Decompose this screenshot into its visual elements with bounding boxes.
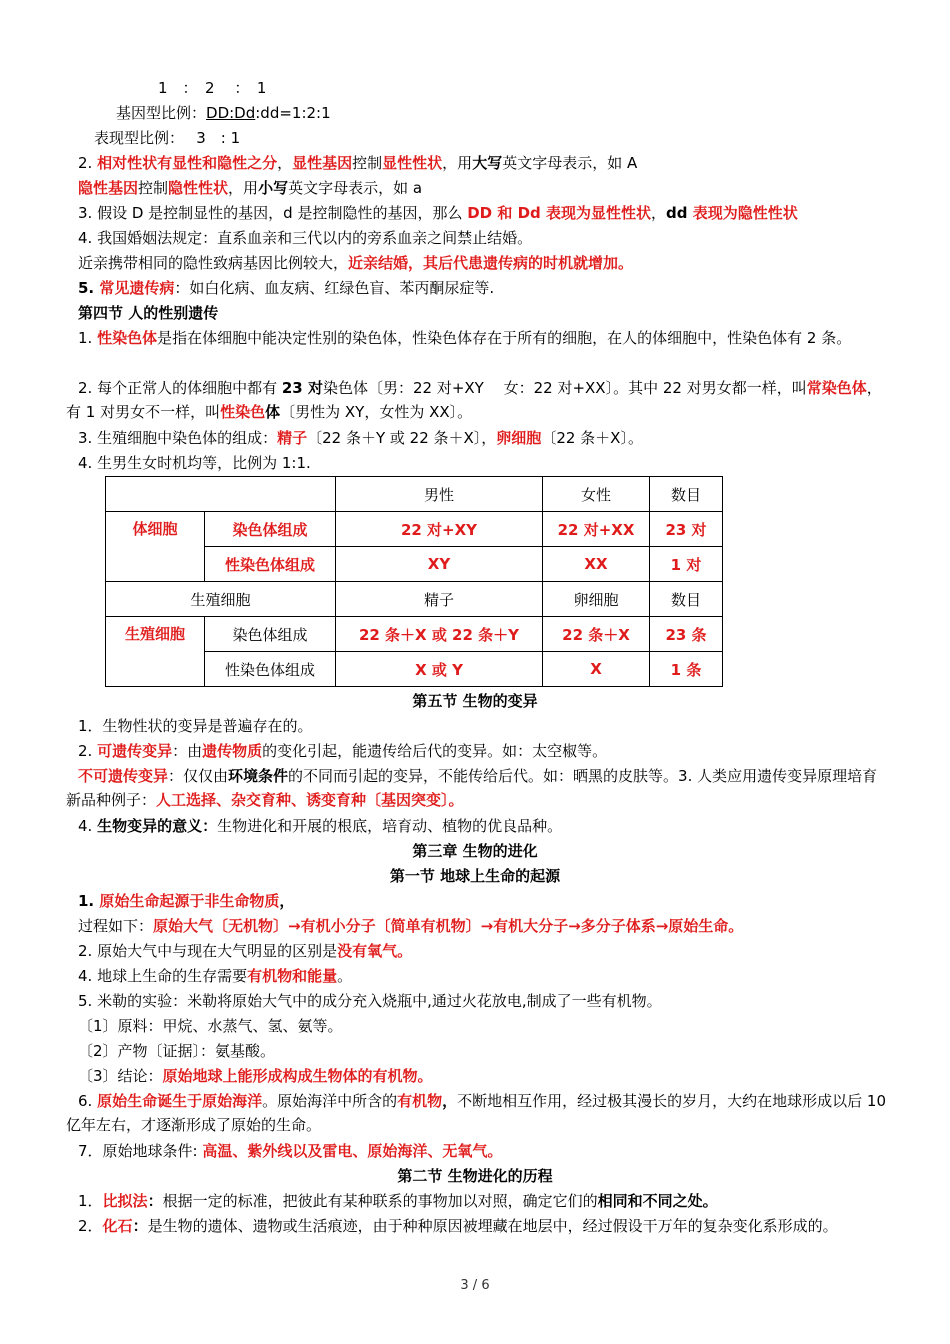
ch3-p6-bold-1: ， [442, 1092, 458, 1110]
sec5-p3-red-1: 不可遗传变异 [78, 767, 169, 785]
sec4-p3 [78, 426, 888, 450]
ch3-p2 [78, 939, 888, 963]
item-2-red-3: 显性性状 [382, 154, 443, 172]
ch3-p6 [66, 1089, 888, 1137]
ch3-q2-red-1: 化石 [102, 1217, 133, 1235]
item-2b-text-3: 英文字母表示，如 a [288, 179, 423, 197]
ch3-p1-bold-1: 1. [78, 892, 100, 910]
item-2-num: 2. [78, 154, 98, 172]
table-cell: 性染色体组成 [205, 547, 336, 582]
table-cell: X [543, 652, 650, 687]
table-cell: 22 对+XX [543, 512, 650, 547]
table-cell: 染色体组成 [205, 617, 336, 652]
ch3-p4-red-1: 有机物和能量 [247, 967, 338, 985]
item-2-red-1: 相对性状有显性和隐性之分 [97, 154, 278, 172]
item-3-red-2: 表现为隐性性状 [687, 204, 798, 222]
table-header-female: 女性 [543, 477, 650, 512]
ch3-p6-red-1: 原始生命诞生于原始海洋 [97, 1092, 263, 1110]
sec4-p4: 4. 生男生女时机均等，比例为 1:1. [78, 454, 311, 472]
item-2b-text-2: ，用 [228, 179, 259, 197]
sec4-p2-text-3: ，有 1 对男女不一样，叫 [66, 379, 882, 421]
sec4-p1 [66, 326, 888, 350]
page-number: 3 / 6 [460, 1278, 490, 1293]
ch3-p2-text-1: 2. 原始大气中与现在大气明显的区别是 [78, 942, 338, 960]
item-5-bold-1: 5. [78, 279, 100, 297]
sec4-p3-text-3: 〔22 条＋X〕。 [541, 429, 643, 447]
ch3-p5b: 〔2〕产物〔证据〕：氨基酸。 [78, 1042, 276, 1060]
item-2b-bold-1: 小写 [258, 179, 289, 197]
ch3-q2-bold-1: ： [132, 1217, 148, 1235]
item-3 [78, 201, 888, 225]
ch3-p5: 5. 米勒的实验：米勒将原始大气中的成分充入烧瓶中,通过火花放电,制成了一些有机物。 [78, 992, 662, 1010]
chapter-3-title: 第三章 生物的进化 [412, 842, 538, 860]
item-4b-red-1: 近亲结婚，其后代患遗传病的时机就增加。 [348, 254, 634, 272]
sec5-p3-text-1: ：仅仅由 [168, 767, 229, 785]
table-row [106, 582, 723, 617]
section-5-title: 第五节 生物的变异 [412, 692, 538, 710]
sec4-p2-text-4: 〔男性为 XY，女性为 XX〕。 [280, 403, 473, 421]
table-cell: 染色体组成 [205, 512, 336, 547]
table-header-sperm: 精子 [336, 582, 543, 617]
ch3-p1b-red-1: 原始大气〔无机物〕→有机小分子〔简单有机物〕→有机大分子→多分子体系→原始生命。 [153, 917, 744, 935]
ch3-q1-text-1: 1． [78, 1192, 103, 1210]
phenotype-ratio: 表现型比例： 3 : 1 [94, 129, 241, 147]
ch3-p6-red-2: 有机物 [397, 1092, 443, 1110]
item-2-text-4: 英文字母表示，如 A [502, 154, 638, 172]
section-4-title: 第四节 人的性别遗传 [78, 304, 219, 322]
table-cell: XY [336, 547, 543, 582]
ch3-q1 [78, 1189, 888, 1213]
sec5-p4-bold-1: 生物变异的意义： [97, 817, 218, 835]
sec5-p1: 1．生物性状的变异是普遍存在的。 [78, 717, 313, 735]
ch3-q2-text-2: 是生物的遗体、遗物或生活痕迹，由于种种原因被埋藏在地层中，经过假设干万年的复杂变化系形成的。 [147, 1217, 838, 1235]
ch3-p1-process [78, 914, 888, 938]
ch3-q1-bold-1: ： [147, 1192, 163, 1210]
sec4-p2-text-2: 染色体〔男：22 对+XY 女：22 对+XX〕。其中 22 对男女都一样，叫 [322, 379, 807, 397]
item-4b-text-1: 近亲携带相同的隐性致病基因比例较大， [78, 254, 349, 272]
table-row [106, 512, 723, 547]
ch3-q1-text-2: 根据一定的标准，把彼此有某种联系的事物加以对照，确定它们的 [162, 1192, 598, 1210]
table-cell-germ-header: 生殖细胞 [106, 582, 336, 617]
table-cell: 23 对 [650, 512, 723, 547]
sec5-p2-text-1: 2. [78, 742, 98, 760]
item-3-text-2: ， [651, 204, 667, 222]
sec4-p2-bold-1: 23 对 [281, 379, 323, 397]
table-cell: 22 条＋X 或 22 条＋Y [336, 617, 543, 652]
item-2-recessive [78, 176, 888, 200]
item-2-red-2: 显性基因 [292, 154, 353, 172]
sec5-p3-bold-1: 环境条件 [228, 767, 289, 785]
item-2b-red-2: 隐性性状 [168, 179, 229, 197]
sec4-p2-red-1: 常染色体 [806, 379, 867, 397]
table-row [106, 477, 723, 512]
ch3-p2-red-1: 没有氧气。 [337, 942, 413, 960]
ch3-q2-text-1: 2． [78, 1217, 103, 1235]
table-cell: XX [543, 547, 650, 582]
table-header-count: 数目 [650, 477, 723, 512]
item-2 [78, 151, 888, 175]
ch3-p6-text-1: 6. [78, 1092, 98, 1110]
item-2b-text-1: 控制 [138, 179, 169, 197]
table-cell: 23 条 [650, 617, 723, 652]
sec4-p2 [66, 376, 888, 424]
item-3-bold-1: dd [666, 204, 688, 222]
genotype-value: DD:Dd [206, 104, 256, 122]
table-header-male: 男性 [336, 477, 543, 512]
table-cell [106, 477, 336, 512]
sec5-p4-text-2: 生物进化和开展的根底，培育动、植物的优良品种。 [217, 817, 563, 835]
item-2-text-3: ，用 [442, 154, 473, 172]
ch3-p4-text-1: 4. 地球上生命的生存需要 [78, 967, 248, 985]
item-2b-red-1: 隐性基因 [78, 179, 139, 197]
ch3-p5c [78, 1064, 888, 1088]
sec4-p3-red-2: 卵细胞 [496, 429, 542, 447]
ch3-q1-bold-2: 相同和不同之处。 [597, 1192, 718, 1210]
table-cell: 1 条 [650, 652, 723, 687]
item-2-text-1: ， [277, 154, 293, 172]
item-5-red-1: 常见遗传病 [99, 279, 175, 297]
sec5-p2-text-3: 的变化引起，能遗传给后代的变异。如：太空椒等。 [262, 742, 608, 760]
table-cell-germ: 生殖细胞 [106, 617, 205, 687]
sec4-p1-text-1: 1. [78, 329, 98, 347]
ch3-p6-text-2: 。原始海洋中所含的 [262, 1092, 398, 1110]
genotype-ratio [116, 101, 888, 125]
ch3-p6-text-3: 不断地相互作用，经过极其漫长的岁月，大约在地球形成以后 10 亿年左右，才逐渐形成了原始的生命。 [66, 1092, 887, 1134]
item-2-text-2: 控制 [352, 154, 383, 172]
sec5-p2-red-1: 可遗传变异 [97, 742, 173, 760]
table-cell-somatic: 体细胞 [106, 512, 205, 582]
table-cell: X 或 Y [336, 652, 543, 687]
sec4-p3-text-1: 3. 生殖细胞中染色体的组成： [78, 429, 278, 447]
ch3-p1b-text-1: 过程如下： [78, 917, 154, 935]
sec4-p2-text-1: 2. 每个正常人的体细胞中都有 [78, 379, 282, 397]
item-5 [78, 276, 888, 300]
sec5-p3 [66, 764, 888, 812]
item-4: 4. 我国婚姻法规定：直系血亲和三代以内的旁系血亲之间禁止结婚。 [78, 229, 533, 247]
ch3-p4 [78, 964, 888, 988]
table-cell: 1 对 [650, 547, 723, 582]
table-cell: 性染色体组成 [205, 652, 336, 687]
sec5-p2-red-2: 遗传物质 [202, 742, 263, 760]
sec5-p2-text-2: ：由 [172, 742, 203, 760]
ch3-p1 [78, 889, 888, 913]
genotype-label: 基因型比例： [116, 104, 207, 122]
item-2-bold-1: 大写 [472, 154, 503, 172]
ch3-p1-bold-2: ， [279, 892, 295, 910]
sec5-p4 [78, 814, 888, 838]
sec4-p2-bold-2: 体 [265, 403, 281, 421]
sec5-p4-text-1: 4. [78, 817, 98, 835]
ratio-numbers: 1 ： 2 ： 1 [158, 79, 267, 97]
ch3-p7-text-1: 7．原始地球条件: [78, 1142, 203, 1160]
item-3-text-1: 3. 假设 D 是控制显性的基因，d 是控制隐性的基因，那么 [78, 204, 468, 222]
ch3-section-2-title: 第二节 生物进化的历程 [397, 1167, 553, 1185]
table-cell: 22 对+XY [336, 512, 543, 547]
sec5-p3-text-2: 的不同而引起的变异，不能传给后代。如：晒黑的皮肤等。3. 人类应用遗传变异原理培育新品种例子： [66, 767, 878, 809]
sec4-p1-red-1: 性染色体 [97, 329, 158, 347]
ch3-p7-red-1: 高温、紫外线以及雷电、原始海洋、无氧气。 [202, 1142, 503, 1160]
sec4-p1-text-2: 是指在体细胞中能决定性别的染色体，性染色体存在于所有的细胞，在人的体细胞中，性染色体有 2 条。 [157, 329, 852, 347]
ch3-q2 [66, 1214, 888, 1238]
sec4-p3-text-2: 〔22 条＋Y 或 22 条＋X〕， [307, 429, 497, 447]
ch3-p1-red-1: 原始生命起源于非生命物质 [99, 892, 280, 910]
genotype-rest: :dd=1:2:1 [255, 104, 331, 122]
item-5-text-1: ：如白化病、血友病、红绿色盲、苯丙酮尿症等. [174, 279, 495, 297]
table-header-count-2: 数目 [650, 582, 723, 617]
ch3-p5c-red-1: 原始地球上能形成构成生物体的有机物。 [162, 1067, 433, 1085]
ch3-p5c-text-1: 〔3〕结论： [78, 1067, 163, 1085]
sec4-p2-red-2: 性染色 [220, 403, 266, 421]
item-3-red-1: DD 和 Dd 表现为显性性状 [467, 204, 651, 222]
item-4-cont [78, 251, 888, 275]
sec5-p2 [78, 739, 888, 763]
ch3-p7 [78, 1139, 888, 1163]
ch3-q1-red-1: 比拟法 [102, 1192, 148, 1210]
sec4-p3-red-1: 精子 [277, 429, 308, 447]
ch3-p5a: 〔1〕原料：甲烷、水蒸气、氢、氨等。 [78, 1017, 343, 1035]
table-header-egg: 卵细胞 [543, 582, 650, 617]
ch3-section-1-title: 第一节 地球上生命的起源 [389, 867, 561, 885]
table-row [106, 617, 723, 652]
chromosome-table [105, 476, 723, 687]
ch3-p4-text-2: 。 [337, 967, 353, 985]
sec5-p3-red-2: 人工选择、杂交育种、诱变育种〔基因突变〕。 [156, 791, 464, 809]
table-cell: 22 条＋X [543, 617, 650, 652]
